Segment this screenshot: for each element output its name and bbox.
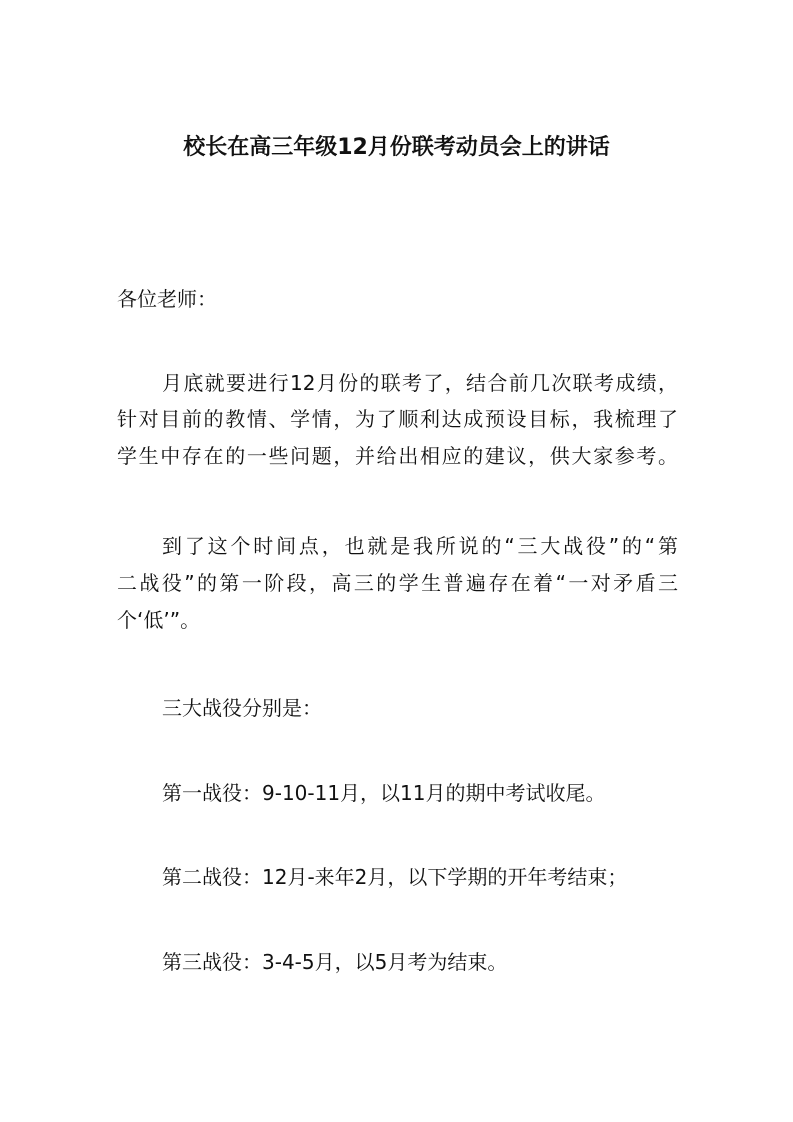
paragraph-2-line: 到了这个时间点，也就是我所说的“三大战役”的“第 <box>162 534 678 558</box>
paragraph-5: 第二战役：12月-来年2月，以下学期的开年考结束； <box>162 865 628 889</box>
paragraph-1-line: 月底就要进行12月份的联考了，结合前几次联考成绩， <box>162 371 678 395</box>
paragraph-4: 第一战役：9-10-11月，以11月的期中考试收尾。 <box>162 781 606 805</box>
paragraph-6: 第三战役：3-4-5月，以5月考为结束。 <box>162 950 508 974</box>
paragraph-3: 三大战役分别是： <box>162 696 322 720</box>
paragraph-2-line: 个‘低’”。 <box>117 608 201 632</box>
paragraph-2-line: 二战役”的第一阶段，高三的学生普遍存在着“一对矛盾三 <box>117 571 678 595</box>
greeting: 各位老师： <box>117 287 217 311</box>
document-title: 校长在高三年级12月份联考动员会上的讲话 <box>183 135 610 160</box>
paragraph-1-line: 针对目前的教情、学情，为了顺利达成预设目标，我梳理了 <box>117 407 678 431</box>
paragraph-1-line: 学生中存在的一些问题，并给出相应的建议，供大家参考。 <box>117 444 678 468</box>
